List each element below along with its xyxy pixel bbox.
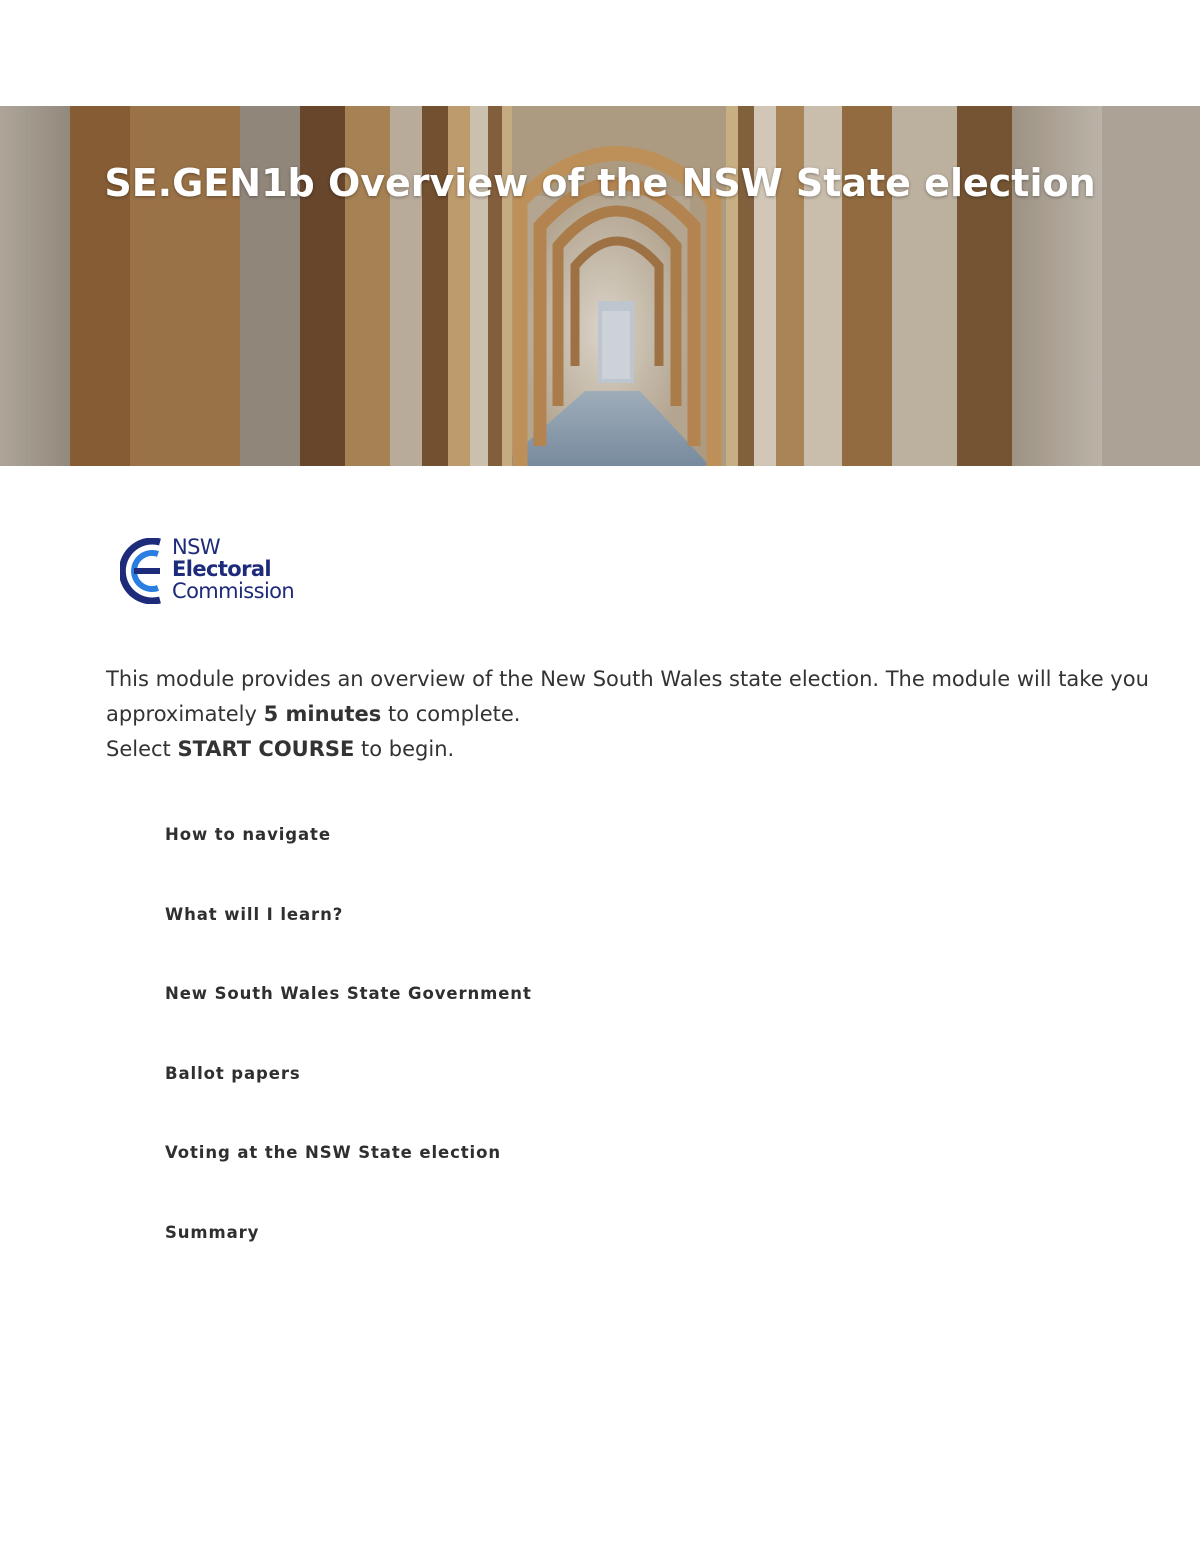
course-description xyxy=(106,662,1166,767)
hero-banner xyxy=(0,106,1200,466)
intro-text: This module provides an overview of the New South Wales state election. The module will take you approximately xyxy=(106,667,1149,726)
select-prefix: Select xyxy=(106,737,178,761)
nsw-electoral-commission-logo xyxy=(120,536,320,608)
start-course-label: START COURSE xyxy=(177,737,355,761)
logo-line-commission: Commission xyxy=(172,579,295,603)
lesson-list xyxy=(165,820,532,1298)
start-instruction xyxy=(106,732,1166,767)
electoral-commission-logo-icon xyxy=(120,538,164,604)
lesson-link-voting-at-state-election[interactable]: Voting at the NSW State election xyxy=(165,1143,501,1163)
logo-wordmark xyxy=(172,536,294,602)
intro-text-end: to complete. xyxy=(381,702,521,726)
duration-text: 5 minutes xyxy=(263,702,382,726)
lesson-link-nsw-state-government[interactable]: New South Wales State Government xyxy=(165,984,532,1004)
lesson-link-what-will-i-learn[interactable]: What will I learn? xyxy=(165,904,344,924)
logo-line-electoral: Electoral xyxy=(172,557,272,581)
lesson-link-ballot-papers[interactable]: Ballot papers xyxy=(165,1063,301,1083)
select-suffix: to begin. xyxy=(354,737,455,761)
intro-paragraph xyxy=(106,662,1166,732)
page-title: SE.GEN1b Overview of the NSW State election xyxy=(104,161,1096,205)
lesson-link-how-to-navigate[interactable]: How to navigate xyxy=(165,825,331,844)
logo-line-nsw: NSW xyxy=(172,535,221,559)
lesson-link-summary[interactable]: Summary xyxy=(165,1222,260,1242)
